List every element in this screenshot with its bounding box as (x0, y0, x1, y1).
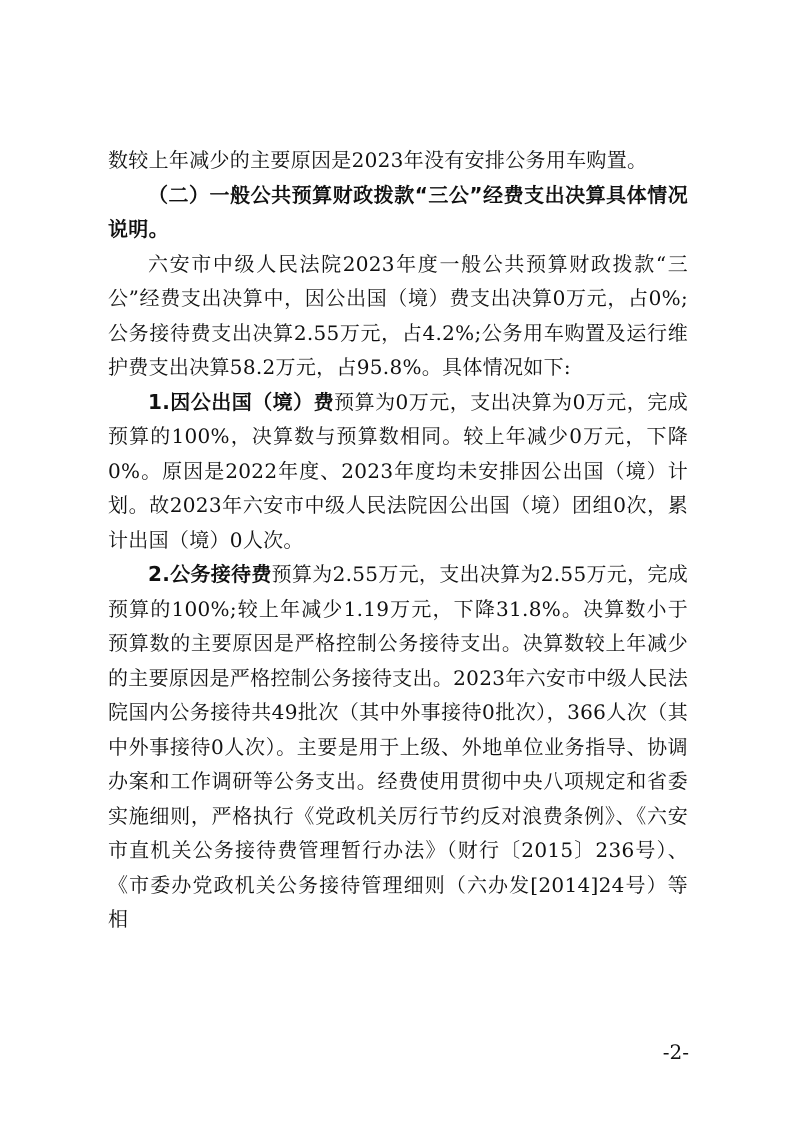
paragraph-item-2 (108, 557, 688, 937)
item-1-title: 1.因公出国（境）费 (148, 389, 335, 414)
section-heading: （二）一般公共预算财政拨款“三公”经费支出决算具体情况说明。 (108, 182, 688, 241)
document-body (108, 143, 688, 937)
paragraph-continuation: 数较上年减少的主要原因是2023年没有安排公务用车购置。 (108, 148, 648, 172)
item-2-body: 预算为2.55万元，支出决算为2.55万元，完成预算的100%;较上年减少1.19万元，下降31.8%。决算数小于预算数的主要原因是严格控制公务接待支出。决算数较上年减少的主要原因是严格控制公务接待支出。2023年六安市中级人民法院国内公务接待共49批次（其中外事接待0批次），366人次（其中外事接待0人次）。主要是用于上级、外地单位业务指导、协调办案和工作调研等公务支出。经费使用贯彻中央八项规定和省委实施细则，严格执行《党政机关厉行节约反对浪费条例》、《六安市直机关公务接待费管理暂行办法》（财行〔2015〕236号）、《市委办党政机关公务接待管理细则（六办发[2014]24号）等相 (108, 562, 688, 931)
page-number: -2- (662, 1040, 689, 1064)
paragraph-summary: 六安市中级人民法院2023年度一般公共预算财政拨款“三公”经费支出决算中，因公出国（境）费支出决算0万元，占0%;公务接待费支出决算2.55万元，占4.2%;公务用车购置及运行维护费支出决算58.2万元，占95.8%。具体情况如下: (108, 251, 688, 379)
paragraph-item-1 (108, 385, 688, 558)
item-2-title: 2.公务接待费 (148, 562, 272, 586)
item-1-body: 预算为0万元，支出决算为0万元，完成预算的100%，决算数与预算数相同。较上年减少0万元，下降0%。原因是2022年度、2023年度均未安排因公出国（境）计划。故2023年六安市中级人民法院因公出国（境）团组0次，累计出国（境）0人次。 (108, 389, 688, 552)
